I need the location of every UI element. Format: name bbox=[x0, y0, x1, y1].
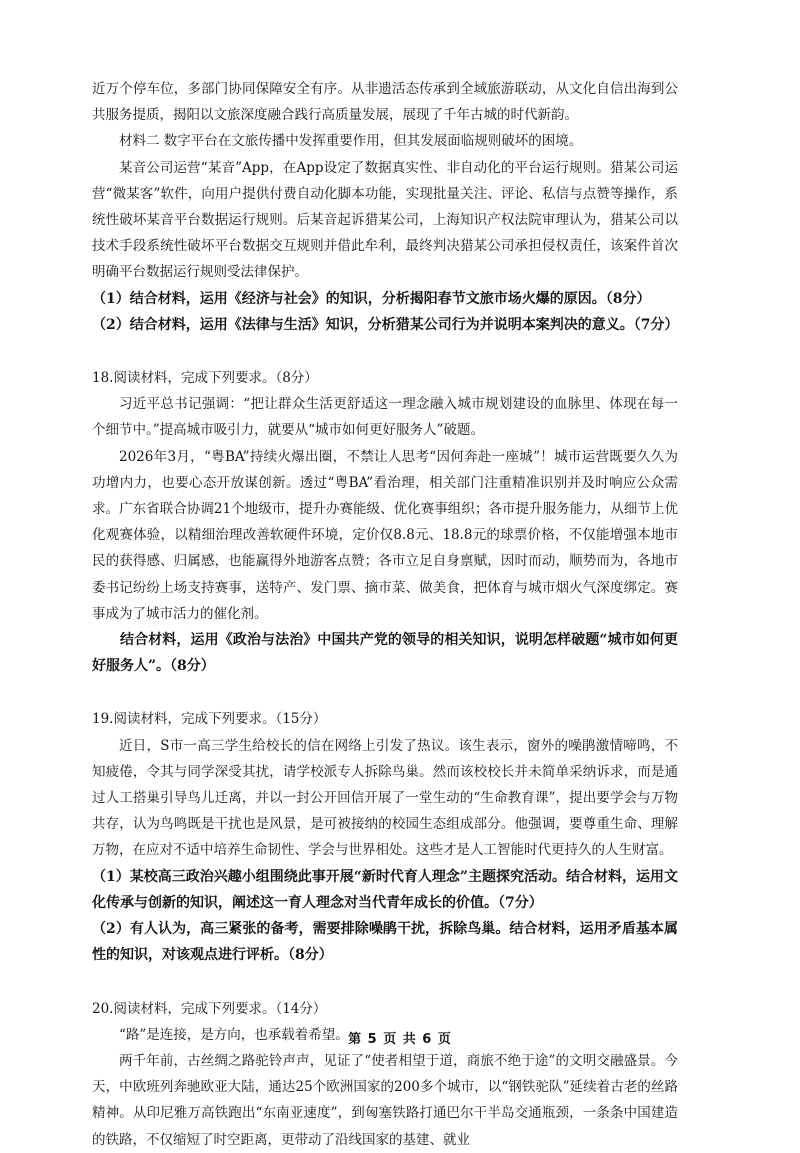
q19-material-body: 近日，S市一高三学生给校长的信在网络上引发了热议。该生表示，窗外的噪鹃激情啼鸣，不知疲倦，令其与同学深受其扰，请学校派专人拆除鸟巢。然而该校校长并未简单采纳诉求，而是通过人工搭巢引导鸟儿迁离，并以一封公开回信开展了一堂生动的“生命教育课”，提出要学会与万物共存，认为鸟鸣既是干扰也是风景，是可被接纳的校园生态组成部分。他强调，要尊重生命、理解万物，在应对不适中培养生命韧性、学会与世界相处。这些才是人工智能时代更持久的人生财富。 bbox=[92, 737, 678, 859]
q18-material-body: 2026年3月，“粤BA”持续火爆出圈，不禁让人思考“因何奔赴一座城”！城市运营既要久久为功增内力，也要心态开放谋创新。透过“粤BA”看治理，相关部门注重精准识别并及时响应公众需求。广东省联合协调21个地级市，提升办赛能级、优化赛事组织；各市提升服务能力，从细节上优化观赛体验，以精细治理改善软硬件环境，定价仅8.8元、18.8元的球票价格，不仅能增强本地市民的获得感、归属感，也能赢得外地游客点赞；各市立足自身禀赋，因时而动，顺势而为，各地市委书记纷纷上场支持赛事，送特产、发门票、摘市菜、做美食，把体育与城市烟火气深度绑定。赛事成为了城市活力的催化剂。 bbox=[92, 448, 678, 622]
q20-material-body: 两千年前，古丝绸之路驼铃声声，见证了“使者相望于道，商旅不绝于途”的文明交融盛景。今天，中欧班列奔驰欧亚大陆，通达25个欧洲国家的200多个城市，以“钢铁驼队”延续着古老的丝路精神。从印尼雅万高铁跑出“东南亚速度”，到匈塞铁路打通巴尔干半岛交通瓶颈，一条条中国建造的铁路，不仅缩短了时空距离，更带动了沿线国家的基建、就业 bbox=[92, 1052, 678, 1148]
q19-requirement-2: （2）有人认为，高三紧张的备考，需要排除噪鹃干扰，拆除鸟巢。结合材料，运用矛盾基本属性的知识，对该观点进行评析。（8分） bbox=[92, 921, 678, 964]
page-number-footer: 第 5 页 共 6 页 bbox=[348, 1032, 452, 1047]
q17-material-tail: 近万个停车位，多部门协同保障安全有序。从非遗活态传承到全域旅游联动，从文化自信出海到公共服务提质，揭阳以文旅深度融合践行高质量发展，展现了千年古城的时代新韵。 bbox=[92, 81, 678, 124]
page-content bbox=[92, 76, 678, 1153]
q19-heading: 19.阅读材料，完成下列要求。（15分） bbox=[92, 711, 327, 728]
q19-requirement-1: （1）某校高三政治兴趣小组围绕此事开展“新时代育人理念”主题探究活动。结合材料，运用文化传承与创新的知识，阐述这一育人理念对当代青年成长的价值。（7分） bbox=[92, 868, 678, 911]
q18-heading: 18.阅读材料，完成下列要求。（8分） bbox=[92, 370, 318, 387]
q18-requirement: 结合材料，运用《政治与法治》中国共产党的领导的相关知识，说明怎样破题“城市如何更好服务人”。（8分） bbox=[92, 632, 678, 675]
q20-heading: 20.阅读材料，完成下列要求。（14分） bbox=[92, 1000, 327, 1017]
q17-material2-intro: 材料二 数字平台在文旅传播中发挥重要作用，但其发展面临规则破坏的困境。 bbox=[119, 133, 583, 150]
q17-requirement-1: （1）结合材料，运用《经济与社会》的知识，分析揭阳春节文旅市场火爆的原因。（8分） bbox=[92, 290, 651, 307]
q18-material-quote: 习近平总书记强调：“把让群众生活更舒适这一理念融入城市规划建设的血脉里、体现在每一个细节中。”提高城市吸引力，就要从“城市如何更好服务人”破题。 bbox=[92, 396, 678, 439]
q20-material-intro: “路”是连接，是方向，也承载着希望。 bbox=[119, 1026, 349, 1043]
q17-requirement-2: （2）结合材料，运用《法律与生活》知识，分析猎某公司行为并说明本案判决的意义。（7分） bbox=[92, 316, 679, 333]
q17-material2-body: 某音公司运营“某音”App，在App设定了数据真实性、非自动化的平台运行规则。猎某公司运营“微某客”软件，向用户提供付费自动化脚本功能，实现批量关注、评论、私信与点赞等操作，系统性破坏某音平台数据运行规则。后某音起诉猎某公司，上海知识产权法院审理认为，猎某公司以技术手段系统性破坏平台数据交互规则并借此牟利，最终判决猎某公司承担侵权责任，该案件首次明确平台数据运行规则受法律保护。 bbox=[92, 159, 678, 281]
